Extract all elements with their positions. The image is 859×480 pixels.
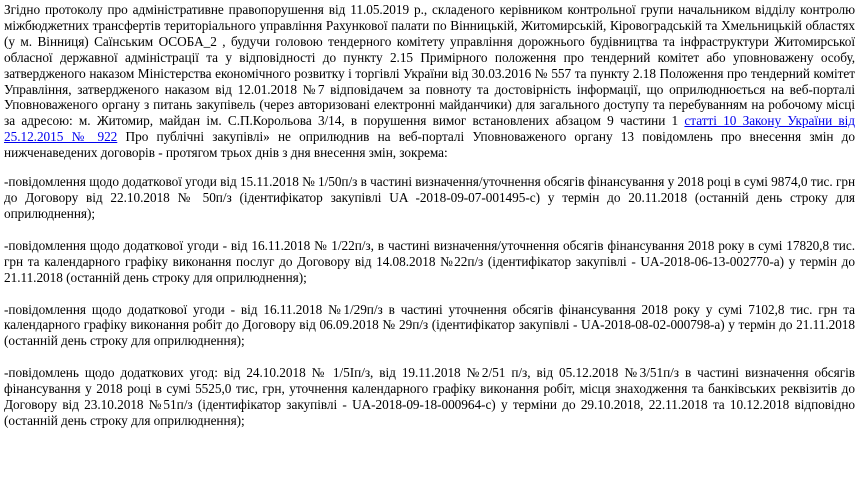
intro-text-part1: Згідно протоколу про адміністративне правопорушення від 11.05.2019 р., складеного керівником контрольної групи начальником відділу контролю міжбюджетних трансфертів територіального управління Рахункової палати по Вінницькій, Житомирській, Кіровоградській та Хмельницькій областях (у м. Вінниця) Саїнським ОСОБА_2 , будучи головою тендерного комітету управління дорожнього будівництва та інфраструктури Житомирської обласної державної адміністрації та у відповідності до пункту 2.15 Примірного положення про тендерний комітет або уповноважену особу, затвердженого наказом Міністерства економічного розвитку і торгівлі України від 30.03.2016 № 557 та пункту 2.18 Положення про тендерний комітет Управління, затвердженого наказом від 12.01.2018 №7 відповідачем за повноту та достовірність інформації, що оприлюднюється на веб-порталі Уповноваженого органу з питань закупівель (через авторизовані електронні майданчики) для загального доступу та перебуванням на робочому місці за адресою: м. Житомир, майдан ім. С.П.Корольова 3/14, в порушення вимог встановлених абзацом 9 частини 1	[4, 2, 855, 129]
list-item: -повідомлень щодо додаткових угод: від 24.10.2018 № 1/5Іп/з, від 19.11.2018 №2/51 п/з, від 05.12.2018 №3/51п/з в частині визначення обсягів фінансування у 2018 році в сумі 5525,0 тис, грн, уточнення календарного графіку виконання робіт, місця знаходження та банківських реквізитів до Договору від 23.10.2018 №51п/з (ідентифікатор закупівлі - UA-2018-09-18-000964-c) у терміни до 29.10.2018, 22.11.2018 та 10.12.2018 відповідно (останній день строку для оприлюднення);	[4, 365, 855, 428]
paragraph-spacer	[4, 222, 855, 238]
document-body	[4, 2, 855, 429]
paragraph-spacer	[4, 349, 855, 365]
list-item: -повідомлення щодо додаткової угоди - від 16.11.2018 № 1/22п/з, в частині визначення/уточнення обсягів фінансування 2018 року в сумі 17820,8 тис. грн та календарного графіку виконання послуг до Договору від 14.08.2018 №22п/з (ідентифікатор закупівлі - UA-2018-06-13-002770-a) у термін до 21.11.2018 (останній день строку для оприлюднення);	[4, 237, 855, 285]
list-item: -повідомлення щодо додаткової угоди - від 16.11.2018 №1/29п/з в частині уточнення обсягів фінансування 2018 року у сумі 7102,8 тис. грн та календарного графіку виконання робіт до Договору від 06.09.2018 № 29п/з (ідентифікатор закупівлі - UA-2018-08-02-000798-a) у термін до 21.11.2018 (останній день строку для оприлюднення);	[4, 301, 855, 349]
intro-text-part2: Про публічні закупівлі» не оприлюднив на веб-порталі Уповноваженого органу 13 повідомлень про внесення змін до нижченаведених договорів - протягом трьох днів з дня внесення змін, зокрема:	[4, 129, 855, 161]
law-article-link[interactable]: статті 10 Закону України від 25.12.2015 № 922	[4, 113, 856, 145]
paragraph-spacer	[4, 161, 855, 174]
list-item: -повідомлення щодо додаткової угоди від 15.11.2018 № 1/50п/з в частині визначення/уточнення обсягів фінансування у 2018 році в сумі 9874,0 тис. грн до Договору від 22.10.2018 № 50п/з (ідентифікатор закупівлі UA -2018-09-07-001495-c) у термін до 20.11.2018 (останній день строку для оприлюднення);	[4, 174, 856, 221]
intro-paragraph	[4, 2, 855, 161]
paragraph-spacer	[4, 286, 855, 302]
